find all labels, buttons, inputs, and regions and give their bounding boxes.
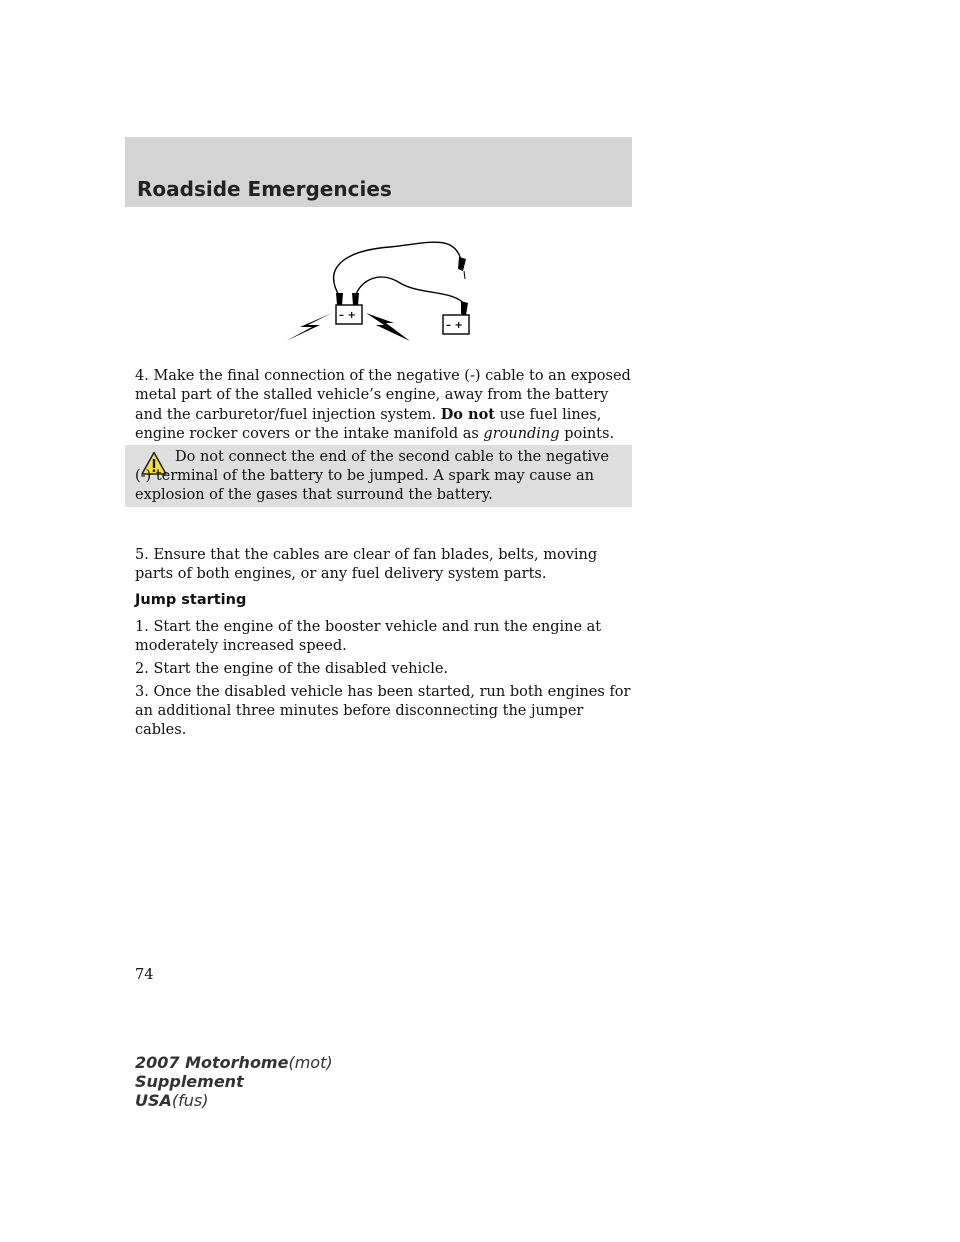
- warning-text: Do not connect the end of the second cable to the negative (-) terminal of the battery to be jumped. A spark may cause an explosion of the gases that surround the battery.: [135, 449, 609, 503]
- jump-step-3: 3. Once the disabled vehicle has been started, run both engines for an additional three minutes before disconnecting the jumper cables.: [135, 684, 631, 738]
- footer-line-3: [135, 1091, 333, 1110]
- spark-left-icon: [286, 313, 332, 341]
- jump-step-1: 1. Start the engine of the booster vehicle and run the engine at moderately increased speed.: [135, 619, 602, 654]
- battery-right-terminals: – +: [446, 320, 463, 331]
- step-4-italic: grounding: [483, 426, 560, 442]
- footer-model: 2007 Motorhome: [135, 1053, 289, 1072]
- footer-line-2: [135, 1072, 333, 1091]
- clamp-left-negative-icon: [336, 293, 343, 305]
- footer-market-code: (fus): [171, 1091, 209, 1110]
- ground-clamp-icon: [458, 257, 466, 271]
- step-5-paragraph: 5. Ensure that the cables are clear of fan blades, belts, moving parts of both engines, or any fuel delivery system parts.: [135, 547, 598, 582]
- footer-model-code: (mot): [288, 1053, 333, 1072]
- footer-line-1: [135, 1053, 333, 1072]
- spark-right-icon: [366, 313, 410, 341]
- step-4-text-a: 4. Make the final connection of the negative (-) cable to an exposed metal part of the stalled vehicle’s engine, away from the battery and the carburetor/fuel injection system.: [135, 368, 631, 423]
- jump-starting-heading: Jump starting: [135, 592, 247, 608]
- cable-positive-link: [355, 277, 465, 305]
- footer-supplement: Supplement: [135, 1072, 244, 1091]
- step-4-paragraph: [135, 367, 635, 444]
- step-4-text-b: use fuel lines, engine rocker covers or the intake manifold as: [135, 407, 602, 442]
- warning-box: [125, 445, 632, 507]
- section-header-band: [125, 137, 632, 207]
- clamp-left-positive-icon: [352, 293, 359, 305]
- page-number: 74: [135, 967, 154, 983]
- jumper-cable-diagram: [280, 235, 480, 345]
- battery-left-terminals: – +: [339, 310, 356, 321]
- footer: [135, 1053, 333, 1110]
- step-4-text-c: points.: [564, 426, 615, 442]
- section-title: Roadside Emergencies: [137, 177, 392, 201]
- footer-market: USA: [135, 1091, 172, 1110]
- clamp-right-positive-icon: [461, 301, 468, 315]
- step-4-bold: Do not: [440, 406, 495, 423]
- cable-negative-to-ground: [334, 242, 462, 297]
- jump-step-2: 2. Start the engine of the disabled vehicle.: [135, 661, 449, 677]
